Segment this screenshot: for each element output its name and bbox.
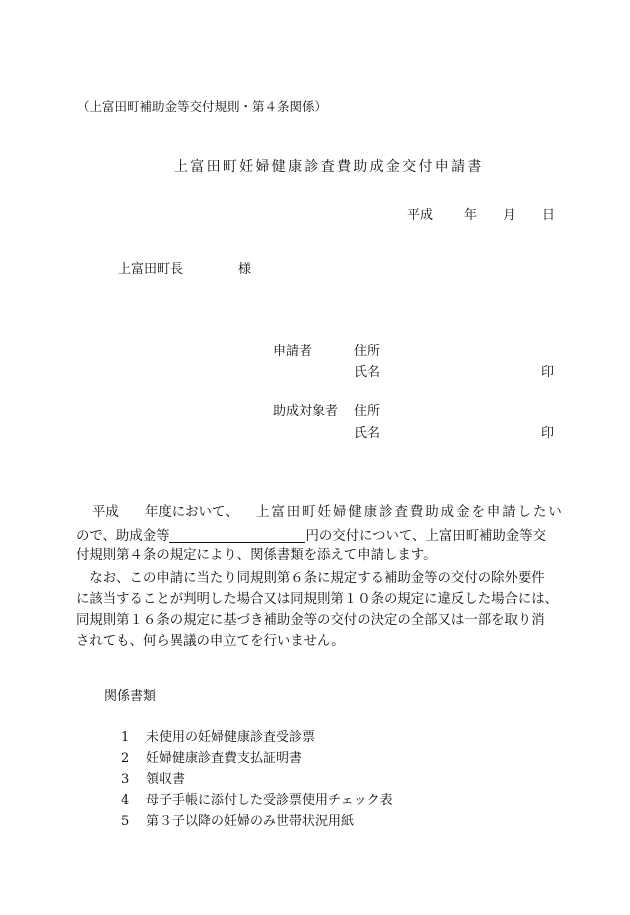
documents-heading: 関係書類 xyxy=(104,689,157,704)
subject-label: 助成対象者 xyxy=(273,404,339,419)
body-line-1b: 上富田町妊婦健康診査費助成金を申請したい xyxy=(256,505,564,520)
document-item-text: 領収書 xyxy=(146,772,186,787)
addressee-name: 上富田町長 xyxy=(118,262,184,277)
amount-underline xyxy=(169,528,305,543)
date-day: 日 xyxy=(542,208,556,223)
document-title: 上富田町妊婦健康診査費助成金交付申請書 xyxy=(174,159,484,175)
document-item-number: 4 xyxy=(121,793,130,808)
document-item-text: 未使用の妊婦健康診査受診票 xyxy=(146,730,316,745)
body-era: 平成 xyxy=(92,505,119,520)
applicant-address-label: 住所 xyxy=(354,344,381,359)
subject-address-label: 住所 xyxy=(354,404,381,419)
body-line-5: に該当することが判明した場合又は同規則第１０条の規定に違反した場合には、 xyxy=(76,592,559,607)
document-item-text: 第３子以降の妊婦のみ世帯状況用紙 xyxy=(146,814,355,829)
body-line-7: されても、何ら異議の申立てを行いません。 xyxy=(76,634,345,649)
applicant-seal: 印 xyxy=(541,365,555,380)
body-line-1a: 年度において、 xyxy=(145,505,239,520)
document-item-number: 3 xyxy=(121,772,130,787)
body-line-3: 付規則第４条の規定により、関係書類を添えて申請します。 xyxy=(76,548,437,563)
document-item-text: 妊婦健康診査費支払証明書 xyxy=(146,751,303,766)
body-line-2 xyxy=(76,528,546,543)
date-month: 月 xyxy=(503,208,517,223)
document-item-number: 5 xyxy=(121,814,130,829)
form-reference: （上富田町補助金等交付規則・第４条関係） xyxy=(77,99,328,114)
subject-seal: 印 xyxy=(541,426,555,441)
applicant-name-label: 氏名 xyxy=(354,365,381,380)
body-line-4: なお、この申請に当たり同規則第６条に規定する補助金等の交付の除外要件 xyxy=(76,571,545,586)
addressee-honorific: 様 xyxy=(238,262,252,277)
date-year: 年 xyxy=(464,208,478,223)
body-line-2a: ので、助成金等 xyxy=(76,529,170,544)
subject-name-label: 氏名 xyxy=(354,426,381,441)
body-line-2b: 円の交付について、上富田町補助金等交 xyxy=(305,529,546,544)
document-item-number: 2 xyxy=(121,751,130,766)
applicant-label: 申請者 xyxy=(273,344,313,359)
document-item-number: 1 xyxy=(121,730,130,745)
date-era: 平成 xyxy=(407,208,434,223)
document-item-text: 母子手帳に添付した受診票使用チェック表 xyxy=(146,793,393,808)
body-line-6: 同規則第１６条の規定に基づき補助金等の交付の決定の全部又は一部を取り消 xyxy=(76,613,545,628)
